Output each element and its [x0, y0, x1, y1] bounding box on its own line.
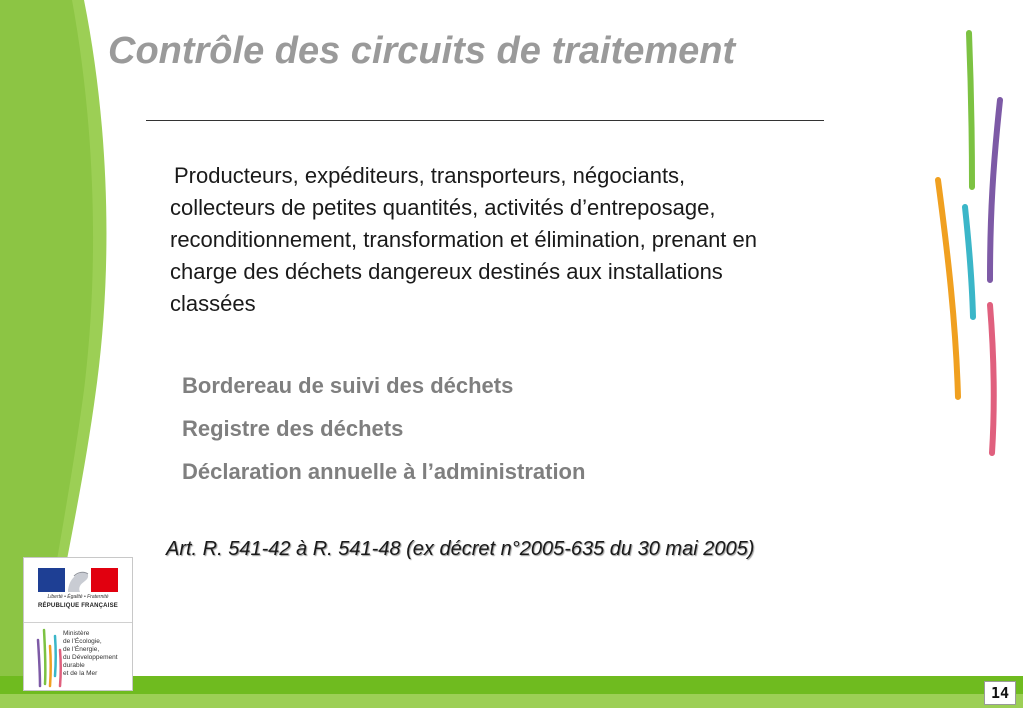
republic-motto: Liberté • Égalité • Fraternité [47, 594, 109, 600]
ministry-stripes-icon [34, 626, 64, 688]
ministry-line: durable [63, 662, 85, 669]
bullet-list [182, 368, 585, 497]
ministry-line: Ministère [63, 630, 90, 637]
ministry-line: de l’Écologie, [63, 638, 102, 645]
footer-bar-light [0, 694, 1023, 708]
marianne-flag-icon [38, 568, 118, 592]
slide-title: Contrôle des circuits de traitement [108, 30, 736, 72]
ministry-line: de l’Énergie, [63, 646, 100, 653]
bullet-item-registre: Registre des déchets [182, 416, 404, 441]
title-divider [146, 120, 824, 121]
intro-line: reconditionnement, transformation et élimination, prenant en [170, 227, 758, 252]
bullet-item-bordereau: Bordereau de suivi des déchets [182, 373, 514, 398]
intro-line: Producteurs, expéditeurs, transporteurs, négociants, [174, 163, 686, 188]
footer-bar [0, 676, 1023, 694]
ministry-name [63, 630, 133, 678]
bullet-item-declaration: Déclaration annuelle à l’administration [182, 459, 586, 484]
decorative-stripes [920, 25, 1020, 465]
intro-line: charge des déchets dangereux destinés aux installations [170, 259, 723, 284]
page-number: 14 [984, 681, 1016, 705]
intro-paragraph [170, 160, 880, 320]
intro-line: classées [170, 291, 256, 316]
intro-line: collecteurs de petites quantités, activités d’entreposage, [170, 195, 716, 220]
legal-reference: Art. R. 541-42 à R. 541-48 (ex décret n°2005-635 du 30 mai 2005) [166, 538, 755, 560]
ministry-logo [23, 557, 133, 691]
republique-francaise-block [24, 558, 132, 623]
ministry-line: du Développement [63, 654, 118, 661]
republique-francaise-label: RÉPUBLIQUE FRANÇAISE [37, 603, 118, 609]
ministry-line: et de la Mer [63, 670, 98, 677]
